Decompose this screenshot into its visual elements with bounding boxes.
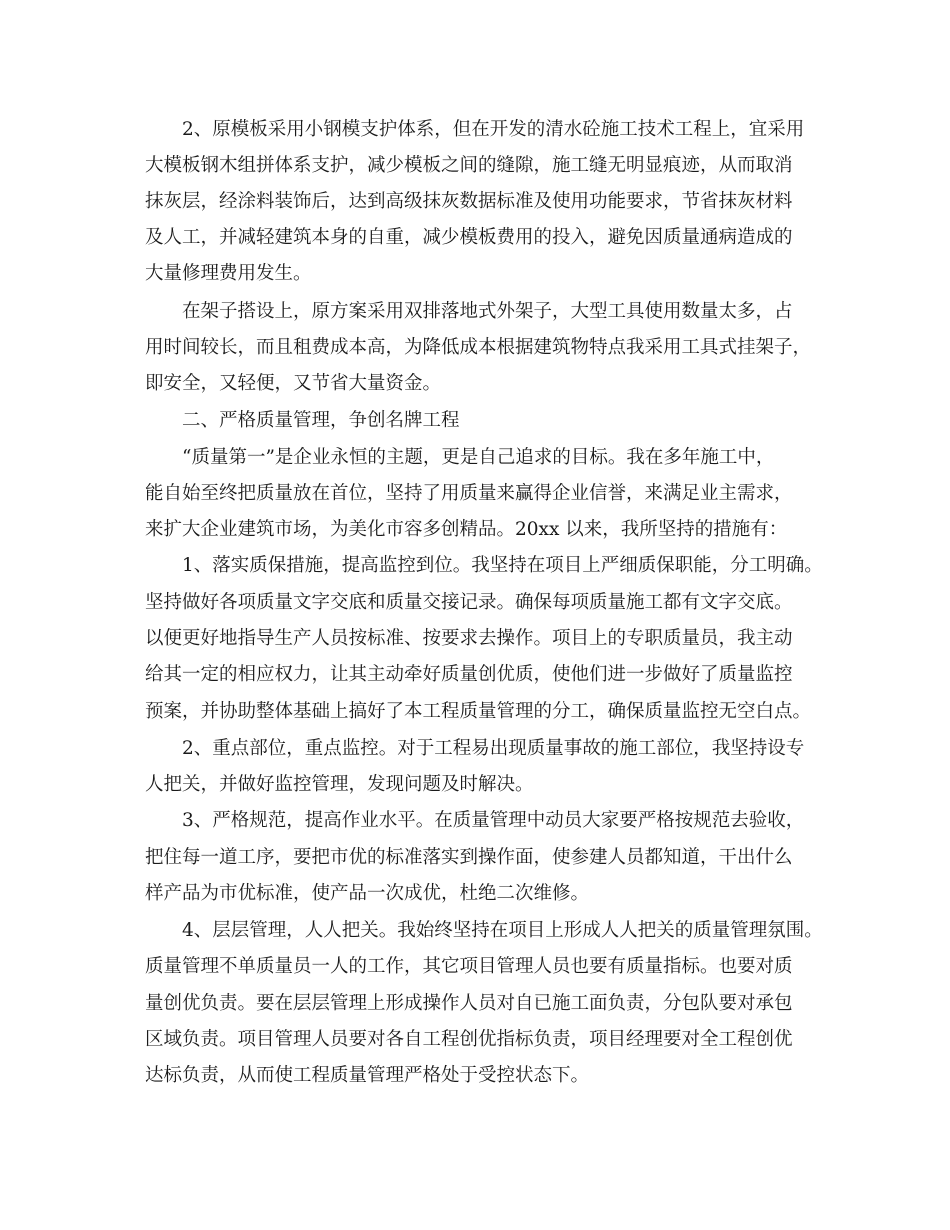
text-line: 大模板钢木组拼体系支护，减少模板之间的缝隙，施工缝无明显痕迹，从而取消 [145, 155, 793, 176]
text-line: 2、重点部位，重点监控。对于工程易出现质量事故的施工部位，我坚持设专 [182, 738, 805, 759]
text-line: 及人工，并减轻建筑本身的自重，减少模板费用的投入，避免因质量通病造成的 [145, 227, 793, 248]
text-line: 把住每一道工序，要把市优的标准落实到操作面，使参建人员都知道，干出什么 [145, 847, 793, 868]
text-line: 即安全，又轻便，又节省大量资金。 [145, 373, 442, 394]
text-line: 人把关，并做好监控管理，发现问题及时解决。 [145, 774, 534, 795]
text-line: 给其一定的相应权力，让其主动牵好质量创优质，使他们进一步做好了质量监控 [145, 664, 793, 685]
text-line: 量创优负责。要在层层管理上形成操作人员对自已施工面负责，分包队要对承包 [145, 993, 793, 1014]
text-line: 抹灰层，经涂料装饰后，达到高级抹灰数据标准及使用功能要求，节省抹灰材料 [145, 191, 793, 212]
text-line: “质量第一”是企业永恒的主题，更是自己追求的目标。我在多年施工中， [182, 447, 775, 468]
text-line: 大量修理费用发生。 [145, 263, 312, 284]
text-line: 1、落实质保措施，提高监控到位。我坚持在项目上严细质保职能，分工明确。 [182, 555, 823, 576]
text-line: 来扩大企业建筑市场，为美化市容多创精品。20xx 以来，我所坚持的措施有： [145, 519, 788, 540]
text-line: 预案，并协助整体基础上搞好了本工程质量管理的分工，确保质量监控无空白点。 [145, 701, 812, 722]
text-line: 3、严格规范，提高作业水平。在质量管理中动员大家要严格按规范去验收， [182, 810, 805, 831]
text-line: 在架子搭设上，原方案采用双排落地式外架子，大型工具使用数量太多，占 [182, 301, 793, 322]
text-line: 用时间较长，而且租费成本高，为降低成本根据建筑物特点我采用工具式挂架子， [145, 337, 812, 358]
text-line: 区域负责。项目管理人员要对各自工程创优指标负责，项目经理要对全工程创优 [145, 1029, 793, 1050]
text-line: 以便更好地指导生产人员按标准、按要求去操作。项目上的专职质量员，我主动 [145, 628, 793, 649]
text-line: 达标负责，从而使工程质量管理严格处于受控状态下。 [145, 1065, 590, 1086]
section-heading: 二、严格质量管理，争创名牌工程 [182, 410, 460, 431]
text-line: 样产品为市优标准，使产品一次成优，杜绝二次维修。 [145, 883, 590, 904]
text-line: 坚持做好各项质量文字交底和质量交接记录。确保每项质量施工都有文字交底。 [145, 592, 793, 613]
text-line: 4、层层管理，人人把关。我始终坚持在项目上形成人人把关的质量管理氛围。 [182, 920, 823, 941]
text-line: 2、原模板采用小钢模支护体系，但在开发的清水砼施工技术工程上，宜采用 [182, 119, 805, 140]
text-line: 质量管理不单质量员一人的工作，其它项目管理人员也要有质量指标。也要对质 [145, 956, 793, 977]
text-line: 能自始至终把质量放在首位，坚持了用质量来赢得企业信誉，来满足业主需求， [145, 483, 793, 504]
